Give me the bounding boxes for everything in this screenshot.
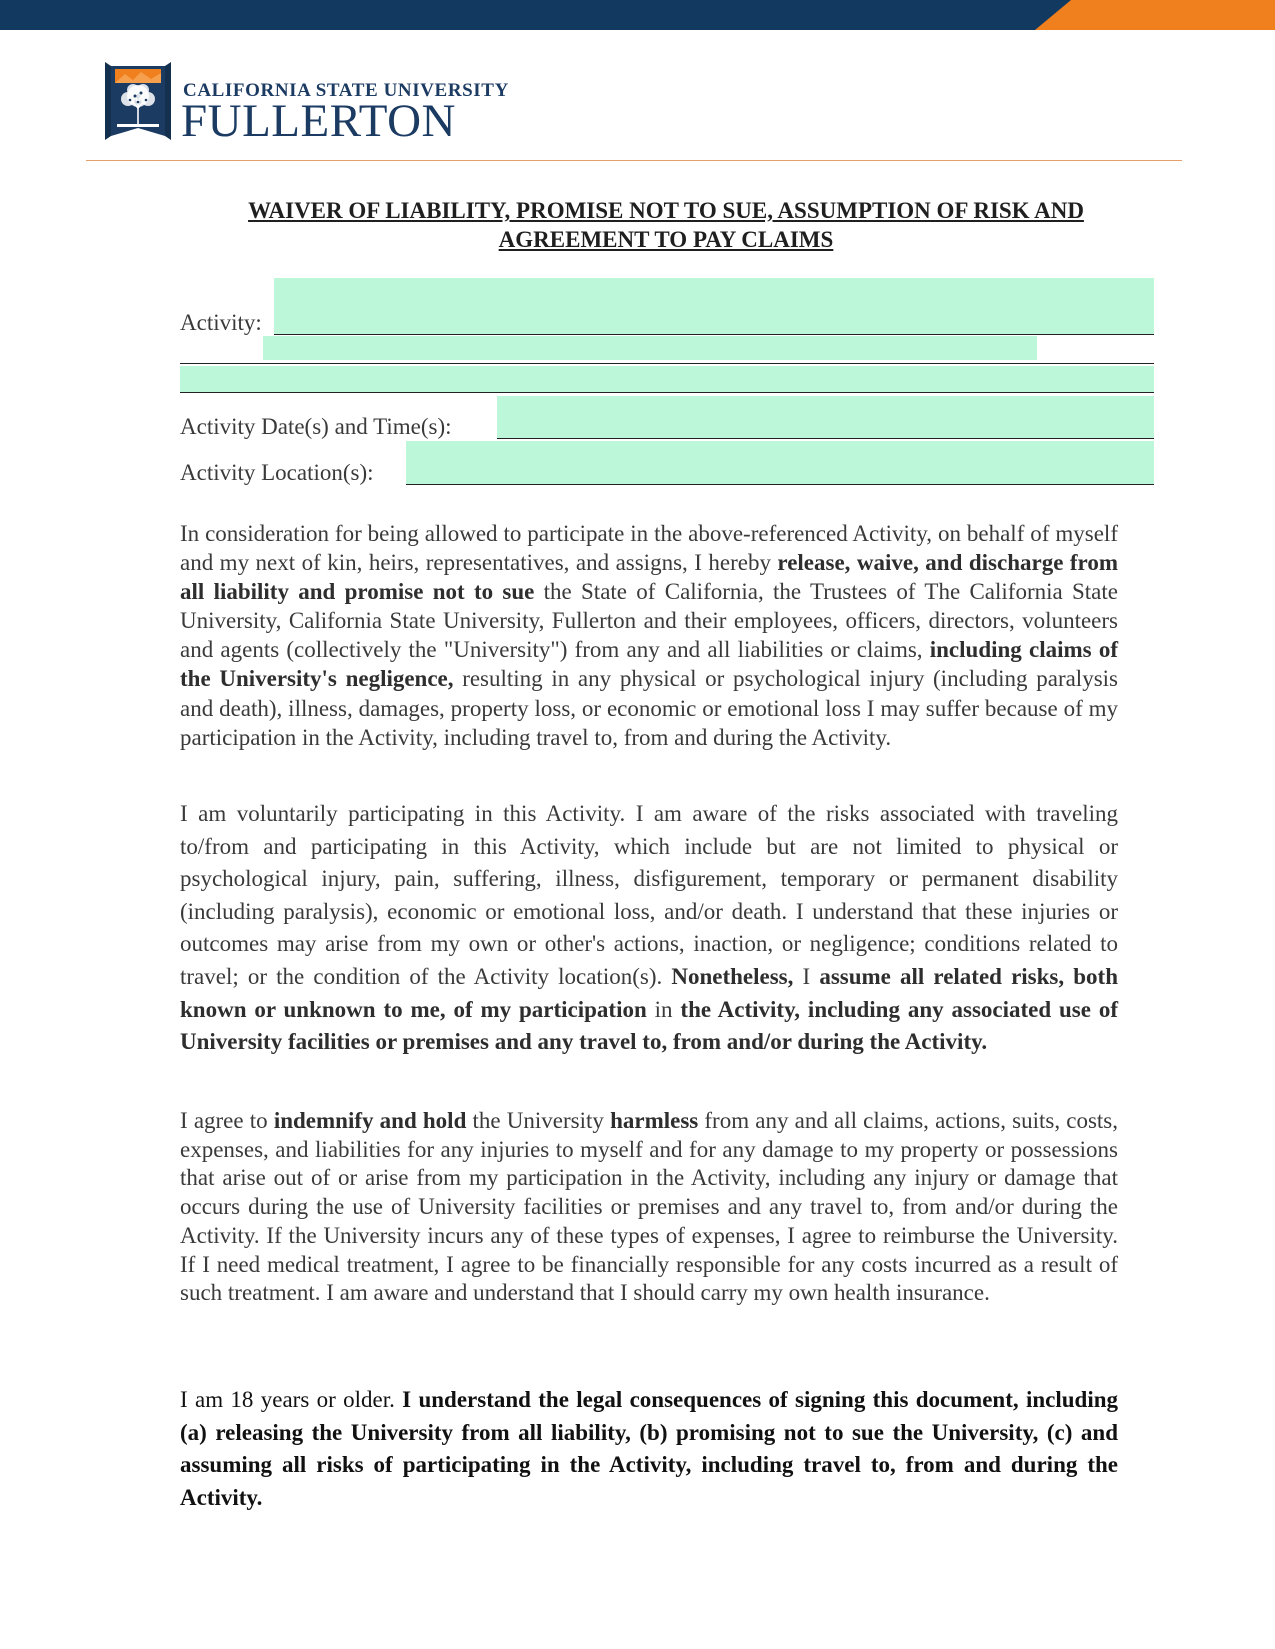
date-label: Activity Date(s) and Time(s): — [180, 414, 452, 439]
assumption-of-risk-paragraph — [180, 798, 1118, 1059]
date-field-highlight[interactable] — [497, 396, 1154, 438]
activity-label: Activity: — [180, 310, 262, 335]
activity-underline-3 — [180, 392, 1154, 393]
risk-text-bold-1: Nonetheless, — [671, 963, 794, 989]
indemnify-text-2: the University — [466, 1108, 611, 1133]
location-underline — [406, 484, 1154, 485]
activity-field-highlight-line3[interactable] — [180, 366, 1154, 392]
document-title: WAIVER OF LIABILITY, PROMISE NOT TO SUE, ASSUMPTION OF RISK AND AGREEMENT TO PAY CLAIMS — [248, 198, 1084, 252]
logo-campus-name: FULLERTON — [181, 95, 456, 147]
ack-text-1: I am 18 years or older. — [180, 1387, 403, 1412]
header-divider — [86, 160, 1182, 161]
activity-field-highlight[interactable] — [274, 278, 1154, 334]
date-underline — [497, 438, 1154, 439]
release-text-bold-2: including claims of the University's negligence, — [180, 637, 1118, 692]
indemnify-text-3: from any and all claims, actions, suits, costs, expenses, and liabilities for any injuries to myself and for any damage to my property or possessions that arise out of or arise from my participation in the Activity, including any injury or damage that occurs during the use of University facilities or premises and any travel to, from and/or during the Activity. If the University incurs any of these types of expenses, I agree to reimburse the University. If I need medical treatment, I agree to be financially responsible for any costs incurred as a result of such treatment. I am aware and understand that I should carry my own health insurance. — [180, 1108, 1118, 1306]
risk-text-bold-3: the Activity, including any associated use of University facilities or premises and any travel to, from and/or during the Activity. — [180, 996, 1118, 1055]
activity-underline — [274, 334, 1154, 335]
logo-university-system-text: CALIFORNIA STATE UNIVERSITY — [183, 80, 509, 101]
indemnify-text-bold-1: indemnify and hold — [273, 1108, 467, 1133]
indemnify-paragraph — [180, 1107, 1118, 1308]
location-field-highlight[interactable] — [406, 441, 1154, 484]
location-label: Activity Location(s): — [180, 460, 374, 485]
risk-text-3: in — [646, 996, 681, 1022]
release-text-1: In consideration for being allowed to participate in the above-referenced Activity, on behalf of myself and my next of kin, heirs, representatives, and assigns, I hereby — [180, 521, 1118, 576]
acknowledgement-paragraph — [180, 1384, 1118, 1514]
release-text-3: resulting in any physical or psychological injury (including paralysis and death), illness, damages, property loss, or economic or emotional loss I may suffer because of my participation in the Activity, including travel to, from and during the Activity. — [180, 666, 1118, 750]
risk-text-bold-2: assume all related risks, both known or unknown to me, of my participation — [180, 963, 1118, 1022]
ack-text-bold: I understand the legal consequences of signing this document, including (a) releasing the University from all liability, (b) promising not to sue the University, (c) and assuming all risks of participating in the Activity, including travel to, from and during the Activity. — [180, 1387, 1118, 1510]
release-text-2: the State of California, the Trustees of The California State University, California State University, Fullerton and their employees, officers, directors, volunteers and agents (collectively the "University") from any and all liabilities or claims, — [180, 579, 1118, 663]
tree-seal-icon — [105, 52, 171, 142]
risk-text-2: I — [793, 963, 820, 989]
activity-field-highlight-line2[interactable] — [263, 336, 1037, 360]
release-text-bold-1: release, waive, and discharge from all liability and promise not to sue — [180, 550, 1118, 605]
release-paragraph — [180, 519, 1118, 752]
top-banner-accent — [1035, 0, 1275, 30]
activity-underline-2 — [180, 363, 1154, 364]
risk-text-1: I am voluntarily participating in this Activity. I am aware of the risks associated with traveling to/from and participating in this Activity, which include but are not limited to physical or psychological injury, pain, suffering, illness, disfigurement, temporary or permanent disability (including paralysis), economic or emotional loss, and/or death. I understand that these injuries or outcomes may arise from my own or other's actions, inaction, or negligence; conditions related to travel; or the condition of the Activity location(s). — [180, 801, 1118, 989]
indemnify-text-bold-2: harmless — [610, 1108, 699, 1133]
indemnify-text-1: I agree to — [180, 1108, 274, 1133]
university-logo — [105, 52, 509, 147]
